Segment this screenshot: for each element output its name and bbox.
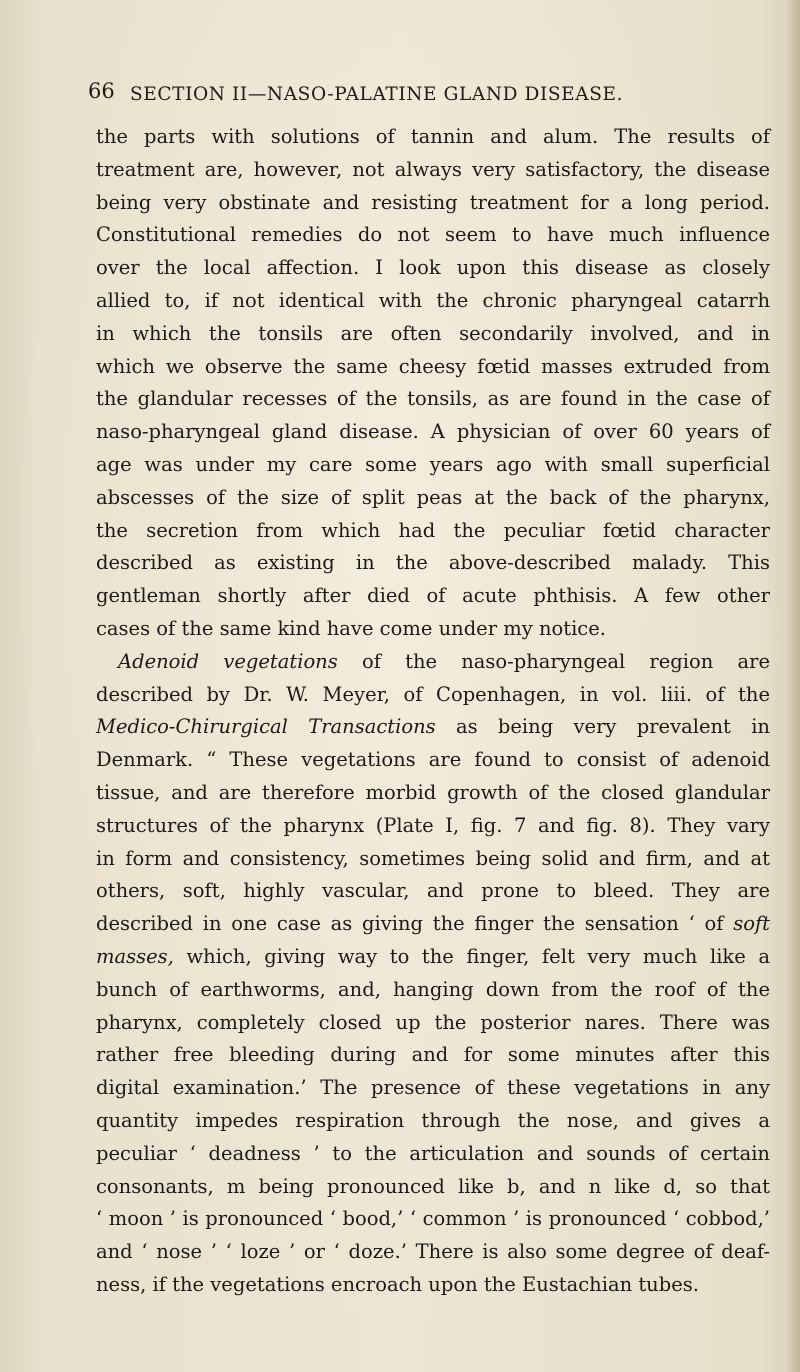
italic-phrase: soft xyxy=(723,912,770,936)
text-line: the parts with solutions of tannin and alum. The results of xyxy=(96,125,770,148)
text-line: allied to, if not identical with the chronic pharyngeal catarrh xyxy=(96,288,770,312)
text-line: Denmark. “ These vegetations are found to consist of adenoid xyxy=(96,748,770,772)
text-line: over the local affection. I look upon this disease as closely xyxy=(96,256,770,280)
italic-phrase: Medico-Chirurgical Transactions xyxy=(96,715,436,739)
text-line: abscesses of the size of split peas at the back of the pharynx, xyxy=(96,485,770,509)
text-line: being very obstinate and resisting treatment for a long period. xyxy=(96,190,770,214)
text-line: and ‘ nose ’ ‘ loze ’ or ‘ doze.’ There is also some degree of deaf- xyxy=(96,1240,770,1264)
line-rest: as being very prevalent in xyxy=(435,715,770,739)
text-line: quantity impedes respiration through the nose, and gives a xyxy=(96,1108,770,1132)
text-line: the glandular recesses of the tonsils, as are found in the case of xyxy=(96,387,770,411)
text-line: consonants, m being pronounced like b, and n like d, so that xyxy=(96,1174,770,1198)
text-line: in form and consistency, sometimes being solid and firm, and at xyxy=(96,846,770,870)
text-line xyxy=(96,711,770,744)
text-line: pharynx, completely closed up the posterior nares. There was xyxy=(96,1010,770,1034)
text-line: described by Dr. W. Meyer, of Copenhagen, in vol. liii. of the xyxy=(96,682,770,706)
body-text xyxy=(96,121,770,1302)
text-line: in which the tonsils are often secondarily involved, and in xyxy=(96,321,770,345)
text-line: ness, if the vegetations encroach upon the Eustachian tubes. xyxy=(96,1272,699,1296)
text-line xyxy=(96,908,770,941)
line-rest: described in one case as giving the finger the sensation ‘ of xyxy=(96,912,724,936)
text-line: age was under my care some years ago with small superficial xyxy=(96,452,770,476)
text-line: structures of the pharynx (Plate I, fig. 7 and fig. 8). They vary xyxy=(96,813,770,837)
text-line: the secretion from which had the peculiar fœtid character xyxy=(96,518,770,542)
text-line: which we observe the same cheesy fœtid masses extruded from xyxy=(96,354,770,378)
text-line: cases of the same kind have come under my notice. xyxy=(96,616,606,640)
page-edge-shadow xyxy=(786,0,800,1372)
text-line: peculiar ‘ deadness ’ to the articulation and sounds of certain xyxy=(96,1141,770,1165)
text-line xyxy=(96,646,770,679)
page-number: 66 xyxy=(88,79,115,103)
text-line: ‘ moon ’ is pronounced ‘ bood,’ ‘ common ’ is pronounced ‘ cobbod,’ xyxy=(96,1207,770,1231)
italic-phrase: Adenoid vegetations xyxy=(118,649,338,673)
line-rest: which, giving way to the finger, felt very much like a xyxy=(173,944,770,968)
running-title: SECTION II—NASO-PALATINE GLAND DISEASE. xyxy=(130,84,624,105)
text-line: treatment are, however, not always very satisfactory, the disease xyxy=(96,157,770,181)
text-line: bunch of earthworms, and, hanging down from the roof of the xyxy=(96,977,770,1001)
text-line: rather free bleeding during and for some minutes after this xyxy=(96,1043,770,1067)
text-line: digital examination.’ The presence of these vegetations in any xyxy=(96,1076,770,1100)
text-line: others, soft, highly vascular, and prone to bleed. They are xyxy=(96,879,770,903)
text-line: Constitutional remedies do not seem to have much influence xyxy=(96,223,770,247)
text-line: naso-pharyngeal gland disease. A physician of over 60 years of xyxy=(96,420,770,444)
text-line: tissue, and are therefore morbid growth of the closed glandular xyxy=(96,780,770,804)
text-line xyxy=(96,941,770,974)
text-line: gentleman shortly after died of acute phthisis. A few other xyxy=(96,584,770,608)
line-rest: of the naso-pharyngeal region are xyxy=(337,649,770,673)
italic-phrase: masses, xyxy=(96,944,174,968)
text-line: described as existing in the above-described malady. This xyxy=(96,551,770,575)
